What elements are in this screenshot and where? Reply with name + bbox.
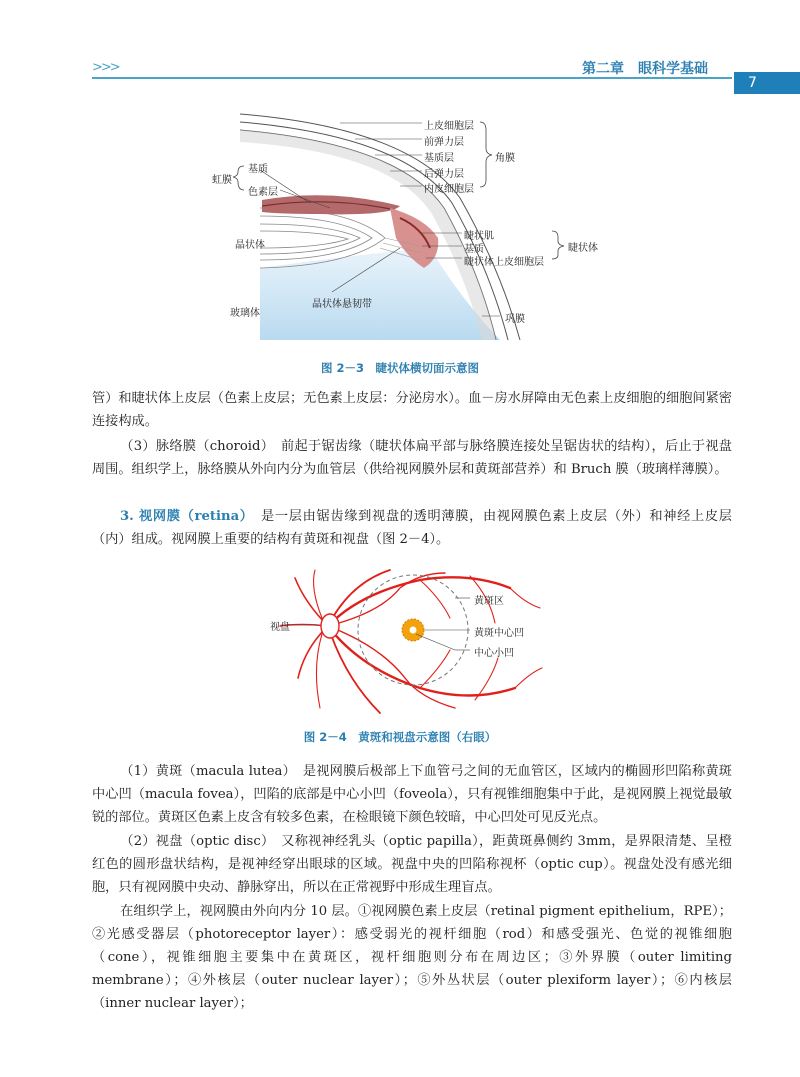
label-lens: 晶状体 [235, 240, 265, 251]
label-ciliary-body: 睫状体 [568, 243, 598, 254]
label-vitreous: 玻璃体 [230, 308, 260, 319]
chapter-title: 第二章 眼科学基础 [582, 61, 708, 77]
label-sclera: 巩膜 [505, 314, 525, 325]
fundus-illustration [270, 568, 570, 718]
label-corneal-stroma: 基质层 [424, 153, 454, 164]
paragraph-retina [92, 505, 732, 551]
figure-macula-disc [270, 568, 570, 718]
label-fovea: 黄斑中心凹 [474, 628, 524, 639]
paragraph-choroid [92, 435, 732, 481]
figure2-caption: 图 2－4 黄斑和视盘示意图（右眼） [303, 730, 497, 744]
retina-text: 是一层由锯齿缘到视盘的透明薄膜，由视网膜色素上皮层（外）和神经上皮层（内）组成。视网膜上重要的结构有黄斑和视盘（图 2－4）。 [92, 509, 732, 547]
label-optic-disc: 视盘 [270, 622, 290, 633]
paragraph-retina-layers [92, 900, 732, 1015]
label-foveola: 中心小凹 [474, 648, 514, 659]
header-arrows: >>> [92, 60, 119, 75]
optic-disc-text: （2）视盘（optic disc） 又称视神经乳头（optic papilla），距黄斑鼻侧约 3mm，是界限清楚、呈橙红色的圆形盘状结构，是视神经穿出眼球的区域。视盘中央的凹陷称视杯（optic cup）。视盘处没有感光细胞，只有视网膜中央动、静脉穿出，所以在正常视野中形成生理盲点。 [92, 834, 732, 895]
label-descemet-layer: 后弹力层 [424, 169, 464, 180]
retina-layers-text: 在组织学上，视网膜由外向内分 10 层。①视网膜色素上皮层（retinal pigment epithelium，RPE）；②光感受器层（photoreceptor layer）：感受弱光的视杆细胞（rod）和感受强光、色觉的视锥细胞（cone），视锥细胞主要集中在黄斑区，视杆细胞则分布在周边区；③外界膜（outer limiting membrane）；④外核层（outer nuclear layer）；⑤外丛状层（outer plexiform layer）；⑥内核层（inner nuclear layer）； [92, 904, 732, 1011]
label-iris-stroma: 基质 [248, 164, 268, 175]
page-number: 7 [734, 72, 800, 94]
figure1-caption: 图 2－3 睫状体横切面示意图 [320, 361, 479, 375]
ciliary-body-illustration [200, 108, 620, 348]
macula-text: （1）黄斑（macula lutea） 是视网膜后极部上下血管弓之间的无血管区，区域内的椭圆形凹陷称黄斑中心凹（macula fovea），凹陷的底部是中心小凹（foveola），只有视锥细胞集中于此，是视网膜上视觉最敏锐的部位。黄斑区色素上皮含有较多色素，在检眼镜下颜色较暗，中心凹处可见反光点。 [92, 764, 732, 825]
retina-heading: 3. 视网膜（retina） [120, 509, 248, 524]
paragraph-ciliary-end: 管）和睫状体上皮层（色素上皮层；无色素上皮层：分泌房水）。血－房水屏障由无色素上皮细胞的细胞间紧密连接构成。 [92, 391, 732, 429]
figure-ciliary-body [200, 108, 620, 348]
label-iris: 虹膜 [212, 175, 232, 186]
label-cornea: 角膜 [495, 153, 515, 164]
label-iris-pigment: 色素层 [248, 187, 278, 198]
label-macula: 黄斑区 [474, 596, 504, 607]
label-endothelium: 内皮细胞层 [424, 184, 474, 195]
label-ciliary-stroma: 基质 [464, 244, 484, 255]
label-ciliary-epithelium: 睫状体上皮细胞层 [464, 257, 544, 268]
label-ciliary-muscle: 睫状肌 [464, 231, 494, 242]
label-bowman-layer: 前弹力层 [424, 137, 464, 148]
choroid-text: （3）脉络膜（choroid） 前起于锯齿缘（睫状体扁平部与脉络膜连接处呈锯齿状的结构），后止于视盘周围。组织学上，脉络膜从外向内分为血管层（供给视网膜外层和黄斑部营养）和 Bruch 膜（玻璃样薄膜）。 [92, 439, 732, 477]
page-header [0, 0, 800, 95]
paragraph-optic-disc [92, 830, 732, 899]
header-rule [92, 77, 732, 79]
paragraph-macula [92, 760, 732, 829]
label-corneal-epithelium: 上皮细胞层 [424, 121, 474, 132]
label-zonule: 晶状体悬韧带 [312, 299, 372, 310]
